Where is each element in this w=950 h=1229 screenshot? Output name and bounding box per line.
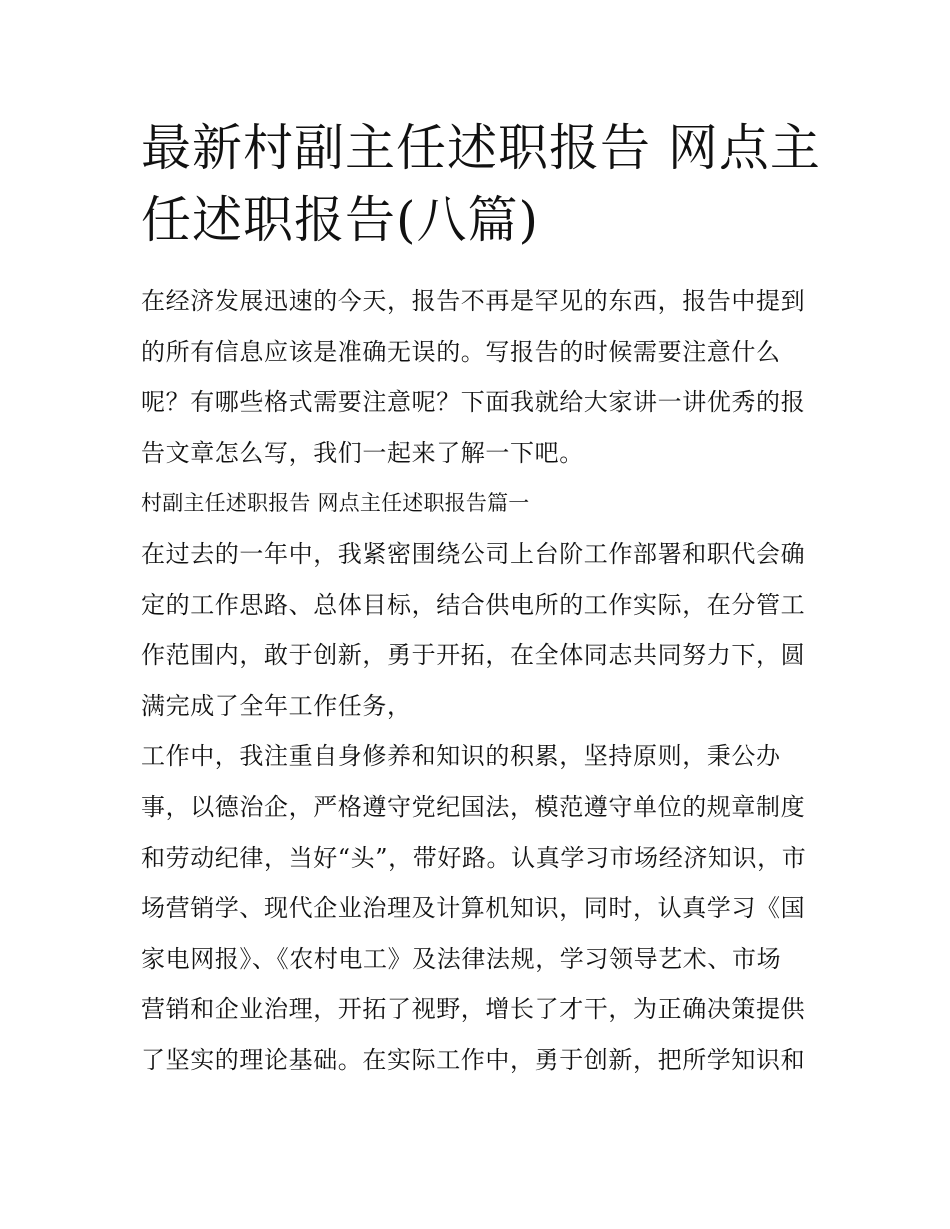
title-line-1: 最新村副主任述职报告 网点主 [141,119,821,177]
section-heading: 村副主任述职报告 网点主任述职报告篇一 [141,491,530,516]
body-line: 营销和企业治理，开拓了视野，增长了才干，为正确决策提供 [141,995,806,1024]
body-line: 在经济发展迅速的今天，报告不再是罕见的东西，报告中提到 [141,287,806,315]
body-line: 家电网报》、《农村电工》及法律法规，学习领导艺术、市场 [141,944,782,973]
body-line: 作范围内，敢于创新，勇于开拓，在全体同志共同努力下，圆 [141,641,806,670]
body-line: 事，以德治企，严格遵守党纪国法，模范遵守单位的规章制度 [141,792,806,821]
body-line: 在过去的一年中，我紧密围绕公司上台阶工作部署和职代会确 [141,539,806,568]
body-line: 告文章怎么写，我们一起来了解一下吧。 [141,438,584,467]
body-line: 了坚实的理论基础。在实际工作中，勇于创新，把所学知识和 [141,1045,806,1074]
body-line: 满完成了全年工作任务， [141,691,412,720]
document-title [141,112,821,256]
body-line: 定的工作思路、总体目标，结合供电所的工作实际，在分管工 [141,590,806,619]
body-line: 的所有信息应该是准确无误的。写报告的时候需要注意什么 [141,337,781,366]
body-line: 场营销学、现代企业治理及计算机知识，同时，认真学习《国 [141,894,806,923]
body-line: 和劳动纪律，当好“头”，带好路。认真学习市场经济知识，市 [141,843,807,872]
document-body [141,276,821,1086]
body-line: 呢？有哪些格式需要注意呢？下面我就给大家讲一讲优秀的报 [141,388,806,417]
title-line-2: 任述职报告(八篇) [141,191,540,249]
body-line: 工作中，我注重自身修养和知识的积累，坚持原则，秉公办 [141,742,781,771]
